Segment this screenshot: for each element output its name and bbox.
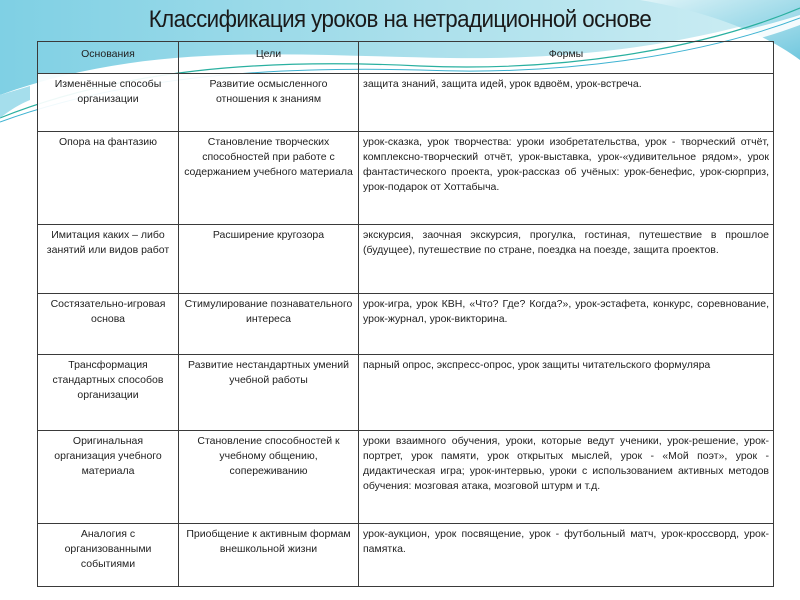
cell-goal: Становление способностей к учебному общению, сопереживанию	[179, 431, 359, 524]
cell-goal: Расширение кругозора	[179, 225, 359, 294]
cell-forms: экскурсия, заочная экскурсия, прогулка, гостиная, путешествие в прошлое (будущее), путешествие по стране, поездка на поезде, защита проектов.	[359, 225, 774, 294]
cell-basis: Состязательно-игровая основа	[38, 294, 179, 355]
cell-goal: Развитие нестандартных умений учебной работы	[179, 355, 359, 431]
cell-basis: Опора на фантазию	[38, 132, 179, 225]
table-row	[38, 431, 774, 524]
cell-basis: Трансформация стандартных способов организации	[38, 355, 179, 431]
table-row	[38, 225, 774, 294]
cell-goal: Стимулирование познавательного интереса	[179, 294, 359, 355]
table-row	[38, 294, 774, 355]
cell-forms: защита знаний, защита идей, урок вдвоём, урок-встреча.	[359, 74, 774, 132]
table-row	[38, 132, 774, 225]
cell-forms: парный опрос, экспресс-опрос, урок защиты читательского формуляра	[359, 355, 774, 431]
cell-basis: Аналогия с организованными событиями	[38, 524, 179, 587]
header-forms: Формы	[359, 42, 774, 74]
cell-basis: Изменённые способы организации	[38, 74, 179, 132]
cell-goal: Приобщение к активным формам внешкольной жизни	[179, 524, 359, 587]
header-basis: Основания	[38, 42, 179, 74]
table-row	[38, 74, 774, 132]
table-row	[38, 524, 774, 587]
cell-basis: Оригинальная организация учебного материала	[38, 431, 179, 524]
cell-basis: Имитация каких – либо занятий или видов работ	[38, 225, 179, 294]
table-header-row	[38, 42, 774, 74]
lesson-classification-table	[37, 41, 774, 587]
cell-forms: уроки взаимного обучения, уроки, которые ведут ученики, урок-решение, урок-портрет, урок памяти, урок открытых мыслей, урок - «Мой поэт», урок - дидактическая игра; урок-интервью, уроки с использованием активных методов обучения: мозговая атака, мозговой штурм и т.д.	[359, 431, 774, 524]
cell-goal: Становление творческих способностей при работе с содержанием учебного материала	[179, 132, 359, 225]
header-goals: Цели	[179, 42, 359, 74]
table-row	[38, 355, 774, 431]
slide-title: Классификация уроков на нетрадиционной основе	[148, 6, 652, 33]
cell-forms: урок-сказка, урок творчества: уроки изобретательства, урок - творческий отчёт, комплексно-творческий отчёт, урок-выставка, урок-«удивительное рядом», урок фантастического проекта, урок-рассказ об учёных: урок-бенефис, урок-сюрприз, урок-подарок от Хоттабыча.	[359, 132, 774, 225]
cell-goal: Развитие осмысленного отношения к знаниям	[179, 74, 359, 132]
cell-forms: урок-игра, урок КВН, «Что? Где? Когда?», урок-эстафета, конкурс, соревнование, урок-журнал, урок-викторина.	[359, 294, 774, 355]
cell-forms: урок-аукцион, урок посвящение, урок - футбольный матч, урок-кроссворд, урок-памятка.	[359, 524, 774, 587]
